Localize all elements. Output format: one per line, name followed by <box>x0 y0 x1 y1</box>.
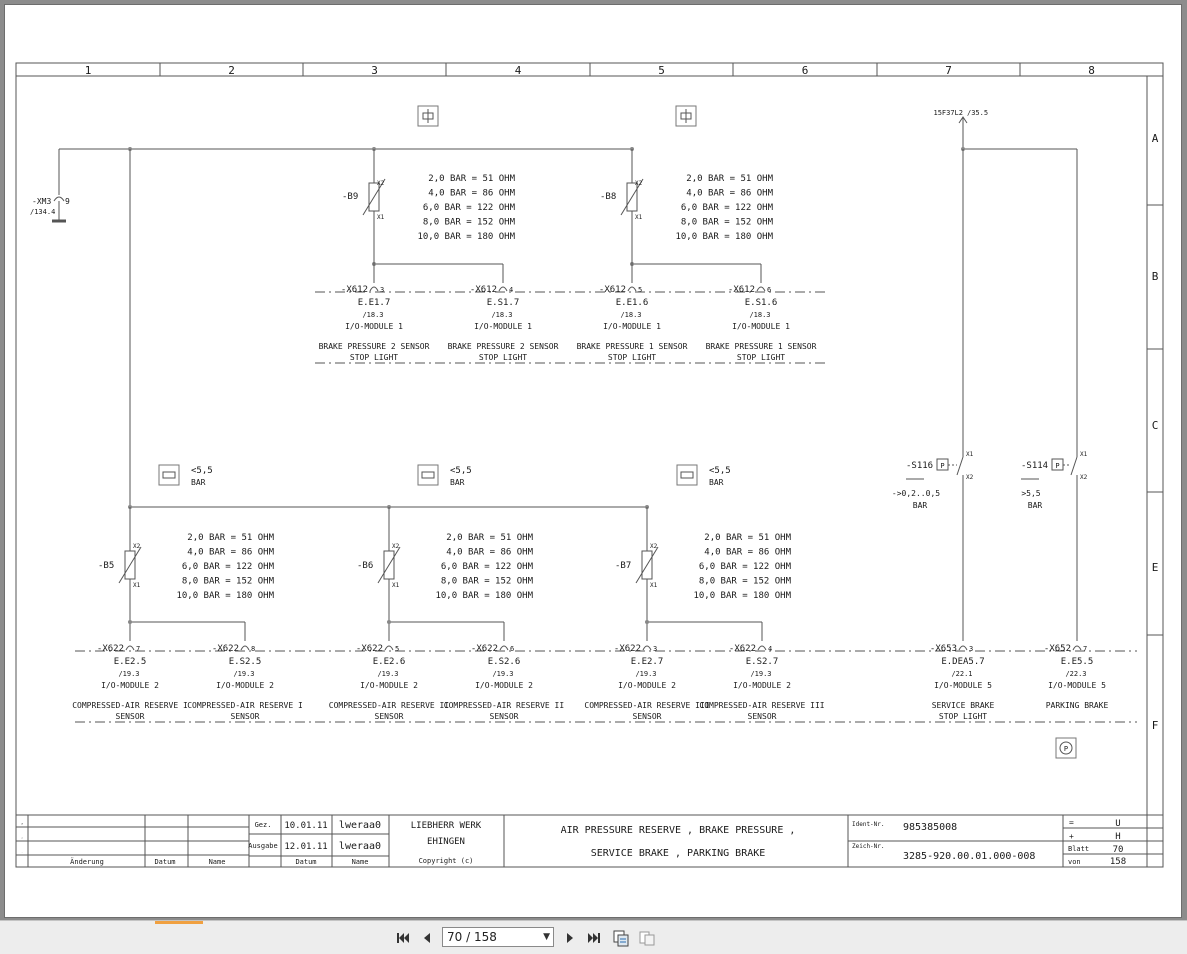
threshold-unit: BAR <box>191 478 206 487</box>
grid-column-label: 7 <box>945 64 952 77</box>
drawing-title-line1: AIR PRESSURE RESERVE , BRAKE PRESSURE , <box>560 825 796 836</box>
io-connector: -X622 <box>96 644 124 654</box>
io-connector: -X622 <box>728 644 756 654</box>
company-name: LIEBHERR WERK <box>410 821 482 831</box>
io-ref: /18.3 <box>749 311 771 319</box>
io-pin: 3 <box>969 645 974 653</box>
pressure-switch-icon <box>418 465 438 485</box>
io-module: I/O-MODULE 2 <box>101 681 159 690</box>
pressure-table-b8: 8,0 BAR = 152 OHM <box>680 217 773 228</box>
io-module: I/O-MODULE 1 <box>603 322 661 331</box>
io-module: I/O-MODULE 1 <box>732 322 790 331</box>
junction-dot <box>387 620 391 624</box>
connector-socket-icon <box>758 646 766 650</box>
grid-column-label: 4 <box>514 64 522 77</box>
wiring-diagram <box>5 5 1181 917</box>
pressure-table-b5: 4,0 BAR = 86 OHM <box>187 547 274 558</box>
switch-pin: X1 <box>966 451 974 458</box>
drawing-frame <box>16 63 1163 867</box>
connector-socket-icon <box>643 646 651 650</box>
sheet-total: 158 <box>1109 857 1127 867</box>
drawing-number: 3285-920.00.01.000-008 <box>903 851 1036 862</box>
connector-socket-icon <box>499 287 507 291</box>
plus-value: H <box>1115 832 1121 842</box>
grid-row-label: F <box>1151 719 1159 732</box>
io-connector: -X612 <box>340 285 368 295</box>
pressure-table-b9: 10,0 BAR = 180 OHM <box>417 232 515 242</box>
pressure-table-b8: 4,0 BAR = 86 OHM <box>686 188 773 199</box>
pressure-switch-icon <box>159 465 179 485</box>
pressure-table-b6: 4,0 BAR = 86 OHM <box>446 547 533 558</box>
io-connector: -X653 <box>929 644 957 654</box>
io-module: I/O-MODULE 5 <box>1048 681 1106 690</box>
ident-number: 985385008 <box>903 822 958 833</box>
ground-pin-label: 9 <box>65 197 70 206</box>
rev-col-aenderung: Änderung <box>70 858 104 866</box>
sensor-pin-bottom: X1 <box>377 214 385 221</box>
io-pin: 4 <box>509 286 514 294</box>
io-pin: 7 <box>136 645 141 653</box>
io-pin: 6 <box>767 286 772 294</box>
sensor-label-b6: -B6 <box>357 561 374 571</box>
io-signal: E.S2.5 <box>228 657 262 667</box>
gez-name: lweraa0 <box>338 820 382 831</box>
io-ref: /18.3 <box>491 311 513 319</box>
sensor-pin-top: X2 <box>133 543 141 550</box>
pressure-table-b5: 2,0 BAR = 51 OHM <box>187 533 274 543</box>
sensor-label-b8: -B8 <box>600 192 617 202</box>
sensor-label-b5: -B5 <box>98 561 115 571</box>
page-indicator: 70 / 158 <box>447 930 497 944</box>
connector-socket-icon <box>385 646 393 650</box>
supply-label: 15F37L2 <box>933 109 963 117</box>
pressure-switch-icon <box>677 465 697 485</box>
io-description: STOP LIGHT <box>607 353 657 362</box>
grid-column-label: 5 <box>658 64 665 77</box>
pressure-table-b5: 10,0 BAR = 180 OHM <box>176 591 274 601</box>
io-description: SENSOR <box>632 712 662 721</box>
pressure-table-b7: 2,0 BAR = 51 OHM <box>704 533 791 543</box>
name-label: Name <box>351 858 369 866</box>
supply-ref: /35.5 <box>967 109 989 117</box>
io-description: STOP LIGHT <box>938 712 988 721</box>
io-signal: E.E1.6 <box>615 298 649 308</box>
switch-pin: X2 <box>966 474 974 481</box>
rev-row-number: 7 <box>21 838 23 840</box>
io-description: COMPRESSED-AIR RESERVE II <box>443 701 565 710</box>
io-pin: 5 <box>638 286 643 294</box>
previous-page-button[interactable] <box>417 928 437 948</box>
sensor-pin-bottom: X1 <box>650 582 658 589</box>
io-description: STOP LIGHT <box>736 353 786 362</box>
io-ref: /22.1 <box>951 670 973 678</box>
rev-col-datum: Datum <box>154 858 176 866</box>
grid-column-label: 1 <box>84 64 92 77</box>
io-module: I/O-MODULE 2 <box>360 681 418 690</box>
switch-label-s114: -S114 <box>1021 461 1049 471</box>
sensor-pin-top: X2 <box>650 543 658 550</box>
grid-column-label: 8 <box>1088 64 1095 77</box>
threshold-value: <5,5 <box>191 466 213 476</box>
sensor-pin-bottom: X1 <box>635 214 643 221</box>
compare-icon <box>638 929 656 947</box>
io-signal: E.DEA5.7 <box>941 657 985 667</box>
grid-column-label: 2 <box>228 64 235 77</box>
io-signal: E.S2.7 <box>745 657 779 667</box>
threshold-unit: BAR <box>450 478 465 487</box>
sensor-label-b7: -B7 <box>615 561 632 571</box>
copy-button[interactable] <box>611 928 631 948</box>
grid-row-label: E <box>1151 561 1159 574</box>
io-pin: 3 <box>653 645 658 653</box>
pressure-table-b5: 8,0 BAR = 152 OHM <box>181 576 274 587</box>
io-connector: -X652 <box>1043 644 1071 654</box>
datum-label: Datum <box>295 858 317 866</box>
io-module: I/O-MODULE 2 <box>618 681 676 690</box>
pressure-table-b9: 6,0 BAR = 122 OHM <box>422 203 515 213</box>
pressure-table-b6: 8,0 BAR = 152 OHM <box>440 576 533 587</box>
io-pin: 7 <box>1083 645 1088 653</box>
ident-label: Ident-Nr. <box>852 821 885 828</box>
grid-column-label: 6 <box>801 64 809 77</box>
copy-icon <box>612 929 630 947</box>
grid-row-label: C <box>1151 419 1159 432</box>
io-module: I/O-MODULE 1 <box>345 322 403 331</box>
pressure-table-b7: 10,0 BAR = 180 OHM <box>693 591 791 601</box>
pressure-table-b8: 6,0 BAR = 122 OHM <box>680 203 773 213</box>
page-number-field[interactable] <box>442 927 554 947</box>
switch-unit: BAR <box>1027 501 1043 510</box>
previous-page-icon <box>419 930 435 946</box>
schematic-page <box>4 4 1182 918</box>
io-module: I/O-MODULE 2 <box>475 681 533 690</box>
ausgabe-date: 12.01.11 <box>284 842 328 852</box>
connector-socket-icon <box>54 197 64 201</box>
pressure-table-b7: 8,0 BAR = 152 OHM <box>698 576 791 587</box>
io-pin: 8 <box>251 645 256 653</box>
compare-button[interactable] <box>637 928 657 948</box>
io-signal: E.S2.6 <box>487 657 521 667</box>
grid-row-label: A <box>1151 132 1159 145</box>
pressure-table-b6: 6,0 BAR = 122 OHM <box>440 562 533 572</box>
gez-label: Gez. <box>254 821 272 829</box>
io-pin: 5 <box>395 645 400 653</box>
drawing-title-line2: SERVICE BRAKE , PARKING BRAKE <box>590 848 766 859</box>
copyright: Copyright (c) <box>418 857 474 865</box>
sensor-pin-bottom: X1 <box>133 582 141 589</box>
connector-socket-icon <box>241 646 249 650</box>
pressure-table-b7: 4,0 BAR = 86 OHM <box>704 547 791 558</box>
switch-contact <box>1071 457 1077 475</box>
eq-symbol: = <box>1069 818 1074 827</box>
connector-socket-icon <box>500 646 508 650</box>
io-ref: /18.3 <box>620 311 642 319</box>
io-pin: 6 <box>510 645 515 653</box>
io-signal: E.E5.5 <box>1060 657 1094 667</box>
io-description: COMPRESSED-AIR RESERVE II <box>328 701 450 710</box>
io-signal: E.E2.5 <box>113 657 147 667</box>
io-description: SENSOR <box>747 712 777 721</box>
first-page-button[interactable] <box>393 928 413 948</box>
ground-connector-label: -XM3 <box>32 197 52 206</box>
io-description: STOP LIGHT <box>349 353 399 362</box>
io-signal: E.E1.7 <box>357 298 391 308</box>
pressure-table-b8: 10,0 BAR = 180 OHM <box>675 232 773 242</box>
pressure-table-b9: 8,0 BAR = 152 OHM <box>422 217 515 228</box>
io-description: COMPRESSED-AIR RESERVE I <box>187 701 303 710</box>
io-description: PARKING BRAKE <box>1045 701 1109 710</box>
pressure-table-b9: 2,0 BAR = 51 OHM <box>428 174 515 184</box>
switch-contact <box>957 457 963 475</box>
sensor-pin-top: X2 <box>392 543 400 550</box>
io-description: COMPRESSED-AIR RESERVE III <box>584 701 710 710</box>
gez-date: 10.01.11 <box>284 821 328 831</box>
last-page-button[interactable] <box>584 928 604 948</box>
io-connector: -X612 <box>469 285 497 295</box>
threshold-unit: BAR <box>709 478 724 487</box>
threshold-value: <5,5 <box>709 466 731 476</box>
io-connector: -X612 <box>727 285 755 295</box>
io-ref: /19.3 <box>750 670 772 678</box>
ground-ref-label: /134.4 <box>30 208 56 216</box>
io-ref: /18.3 <box>362 311 384 319</box>
eq-value: U <box>1115 819 1121 829</box>
switch-setting: ->0,2..0,5 <box>891 489 941 498</box>
junction-dot <box>128 620 132 624</box>
ausgabe-label: Ausgabe <box>248 842 278 850</box>
sensor-pin-top: X2 <box>377 180 385 187</box>
io-description: COMPRESSED-AIR RESERVE III <box>699 701 825 710</box>
io-module: I/O-MODULE 2 <box>216 681 274 690</box>
io-module: I/O-MODULE 5 <box>934 681 992 690</box>
pressure-table-b7: 6,0 BAR = 122 OHM <box>698 562 791 572</box>
io-pin: 3 <box>380 286 385 294</box>
io-connector: -X622 <box>613 644 641 654</box>
io-description: COMPRESSED-AIR RESERVE I <box>72 701 188 710</box>
ausgabe-name: lweraa0 <box>338 841 382 852</box>
io-ref: /19.3 <box>635 670 657 678</box>
io-description: SENSOR <box>230 712 260 721</box>
sensor-pin-top: X2 <box>635 180 643 187</box>
pressure-table-b5: 6,0 BAR = 122 OHM <box>181 562 274 572</box>
io-description: BRAKE PRESSURE 2 SENSOR <box>447 342 559 351</box>
io-module: I/O-MODULE 2 <box>733 681 791 690</box>
switch-pin: X1 <box>1080 451 1088 458</box>
io-connector: -X622 <box>211 644 239 654</box>
io-module: I/O-MODULE 1 <box>474 322 532 331</box>
io-description: SENSOR <box>489 712 519 721</box>
io-description: SERVICE BRAKE <box>931 701 995 710</box>
switch-label-s116: -S116 <box>906 461 934 471</box>
switch-setting: >5,5 <box>1021 489 1041 498</box>
chevron-down-icon[interactable]: ▼ <box>543 932 550 942</box>
von-label: von <box>1068 858 1081 866</box>
connector-socket-icon <box>370 287 378 291</box>
io-description: STOP LIGHT <box>478 353 528 362</box>
io-signal: E.S1.6 <box>744 298 778 308</box>
pressure-table-b9: 4,0 BAR = 86 OHM <box>428 188 515 199</box>
rev-row-number: 7 <box>21 822 23 826</box>
io-ref: /22.3 <box>1065 670 1087 678</box>
io-description: BRAKE PRESSURE 1 SENSOR <box>576 342 688 351</box>
viewer-toolbar <box>0 920 1187 954</box>
io-connector: -X612 <box>598 285 626 295</box>
grid-row-label: B <box>1151 270 1159 283</box>
sensor-pin-bottom: X1 <box>392 582 400 589</box>
io-description: BRAKE PRESSURE 1 SENSOR <box>705 342 817 351</box>
switch-unit: BAR <box>912 501 928 510</box>
last-page-icon <box>586 930 602 946</box>
io-description: SENSOR <box>115 712 145 721</box>
connector-socket-icon <box>1073 646 1081 650</box>
connector-socket-icon <box>959 646 967 650</box>
blatt-label: Blatt <box>1068 845 1090 853</box>
sheet-number: 70 <box>1112 845 1124 855</box>
io-ref: /19.3 <box>233 670 255 678</box>
toolbar-accent <box>155 921 203 924</box>
first-page-icon <box>395 930 411 946</box>
grid-column-label: 3 <box>371 64 378 77</box>
switch-p-label: P <box>1055 462 1060 470</box>
company-location: EHINGEN <box>427 837 465 847</box>
io-pin: 4 <box>768 645 773 653</box>
io-signal: E.E2.7 <box>630 657 664 667</box>
io-ref: /19.3 <box>377 670 399 678</box>
io-connector: -X622 <box>355 644 383 654</box>
io-description: SENSOR <box>374 712 404 721</box>
parking-brake-icon-glyph: P <box>1063 745 1069 753</box>
io-signal: E.S1.7 <box>486 298 520 308</box>
connector-socket-icon <box>628 287 636 291</box>
connector-socket-icon <box>126 646 134 650</box>
next-page-button[interactable] <box>560 928 580 948</box>
io-connector: -X622 <box>470 644 498 654</box>
junction-dot <box>645 620 649 624</box>
connector-socket-icon <box>757 287 765 291</box>
io-ref: /19.3 <box>118 670 140 678</box>
threshold-value: <5,5 <box>450 466 472 476</box>
switch-pin: X2 <box>1080 474 1088 481</box>
rev-col-name: Name <box>208 858 226 866</box>
rev-row-number: 7 <box>21 853 23 854</box>
zeich-label: Zeich-Nr. <box>852 843 885 850</box>
switch-p-label: P <box>940 462 945 470</box>
io-signal: E.E2.6 <box>372 657 406 667</box>
pressure-table-b6: 10,0 BAR = 180 OHM <box>435 591 533 601</box>
pressure-table-b8: 2,0 BAR = 51 OHM <box>686 174 773 184</box>
pressure-table-b6: 2,0 BAR = 51 OHM <box>446 533 533 543</box>
plus-symbol: + <box>1069 832 1074 841</box>
io-ref: /19.3 <box>492 670 514 678</box>
io-description: BRAKE PRESSURE 2 SENSOR <box>318 342 430 351</box>
sensor-label-b9: -B9 <box>342 192 359 202</box>
next-page-icon <box>562 930 578 946</box>
